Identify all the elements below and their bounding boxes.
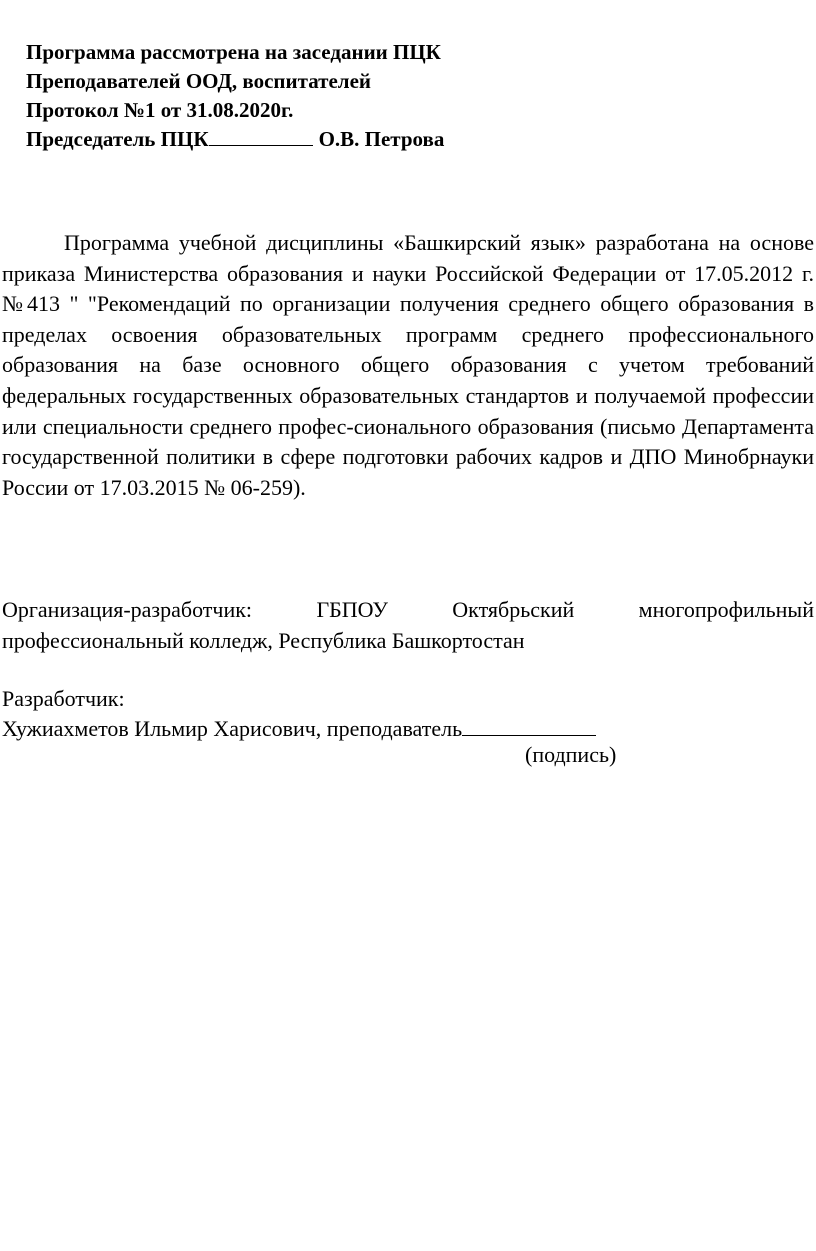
organization-word-2: Октябрьский: [452, 597, 575, 622]
organization-word-3: многопрофильный: [638, 597, 814, 622]
developer-name: Хужиахметов Ильмир Харисович, преподаватель: [2, 716, 463, 741]
organization-block: [2, 594, 814, 656]
developer-signature-blank: [462, 717, 596, 736]
chair-signature-blank: [209, 127, 313, 146]
signature-caption: (подпись): [525, 742, 617, 767]
organization-line-1: [2, 594, 814, 625]
header-line-1: Программа рассмотрена на заседании ПЦК: [26, 40, 441, 64]
developer-block: [2, 684, 814, 744]
program-description-paragraph: Программа учебной дисциплины «Башкирский язык» разработана на основе приказа Министерства образования и науки Российской Федерации от 17.05.2012 г. №413 " "Рекомендаций по организации получения среднего общего образования в пределах освоения образовательных программ среднего профессионального образования на базе основного общего образования с учетом требований федеральных государственных образовательных стандартов и получаемой профессии или специальности среднего профес-сионального образования (письмо Департамента государственной политики в сфере подготовки рабочих кадров и ДПО Минобрнауки России от 17.03.2015 № 06-259).: [2, 230, 814, 500]
developer-label: Разработчик:: [2, 686, 125, 711]
chair-label: Председатель ПЦК: [26, 127, 209, 151]
chair-line: [26, 125, 726, 154]
header-line-2: Преподавателей ООД, воспитателей: [26, 69, 371, 93]
organization-line-2: профессиональный колледж, Республика Башкортостан: [2, 628, 525, 653]
developer-line: [2, 714, 814, 744]
protocol-line: Протокол №1 от 31.08.2020г.: [26, 98, 294, 122]
organization-label: Организация-разработчик:: [2, 597, 253, 622]
organization-word-1: ГБПОУ: [316, 597, 388, 622]
approval-header: [26, 38, 726, 154]
chair-name: О.В. Петрова: [318, 127, 445, 151]
